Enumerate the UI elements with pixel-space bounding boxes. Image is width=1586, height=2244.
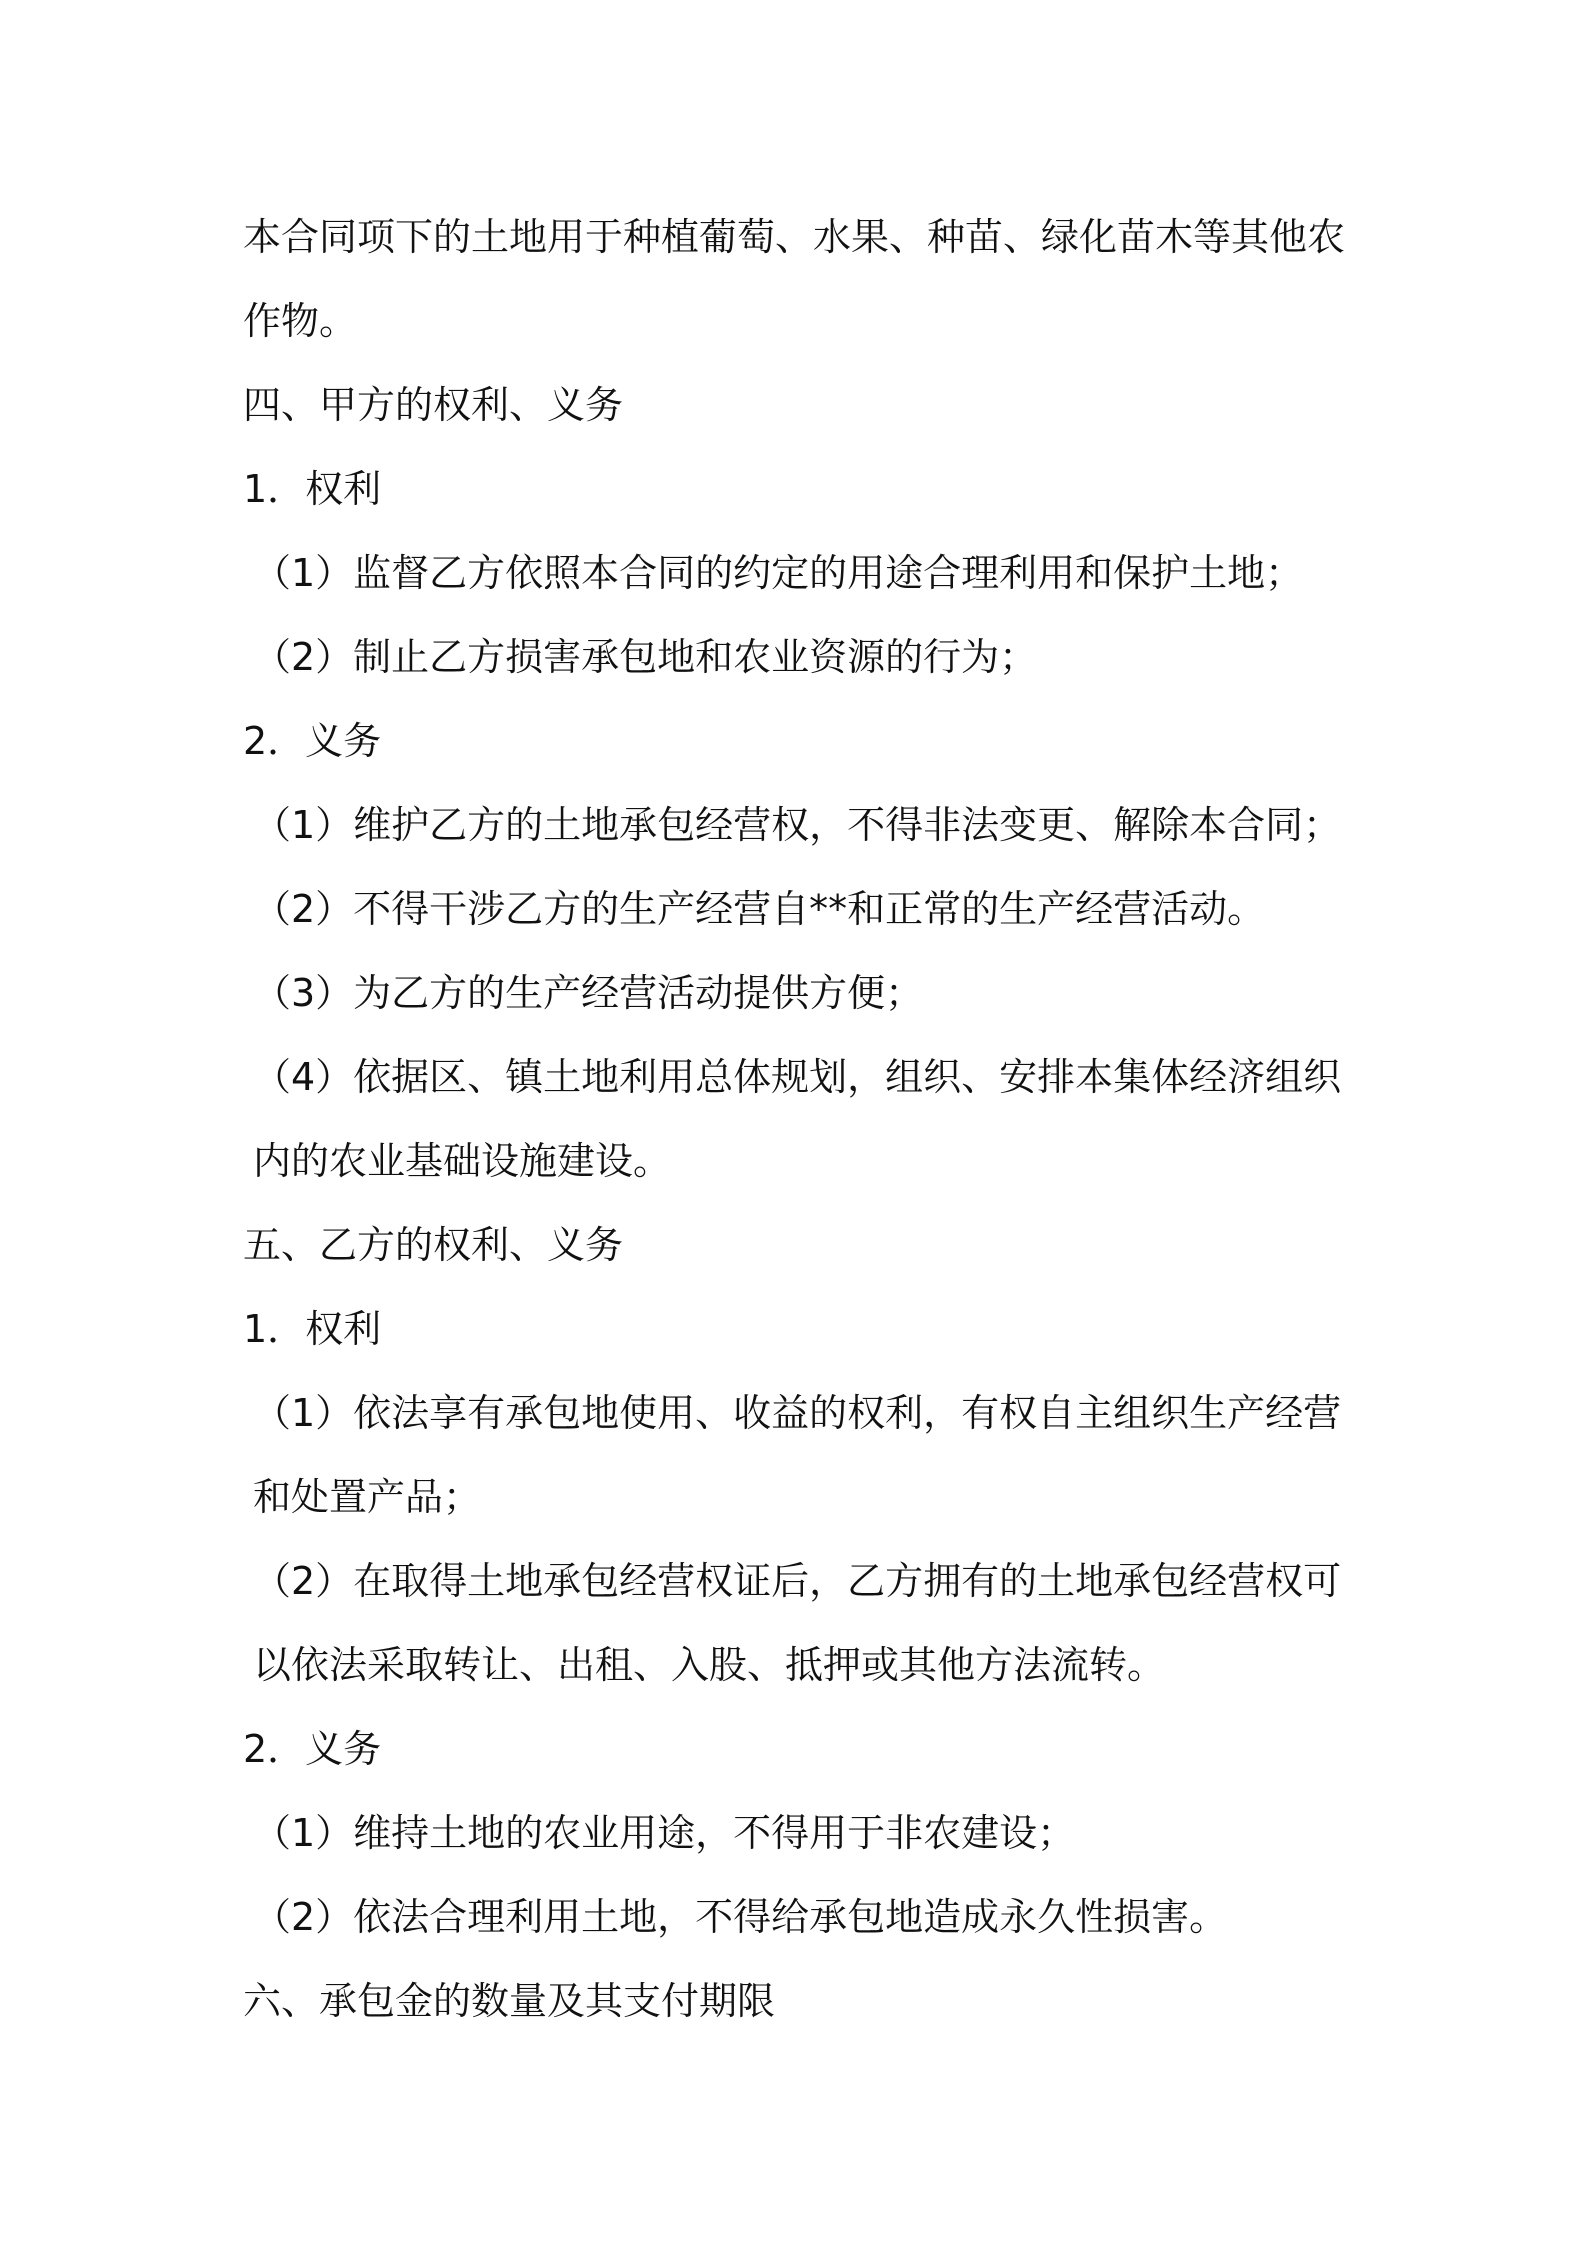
document-body <box>243 195 1363 2043</box>
section-heading-party-b: 五、乙方的权利、义务 <box>243 1223 624 1267</box>
paragraph-land-use: 本合同项下的土地用于种植葡萄、水果、种苗、绿化苗木等其他农作物。 <box>243 215 1346 343</box>
list-item: （2）制止乙方损害承包地和农业资源的行为； <box>253 635 1038 679</box>
subheading-obligations: 2．义务 <box>243 719 382 763</box>
list-item: （2）不得干涉乙方的生产经营自**和正常的生产经营活动。 <box>253 887 1266 931</box>
section-heading-payment: 六、承包金的数量及其支付期限 <box>243 1979 776 2023</box>
list-item: （1）维持土地的农业用途，不得用于非农建设； <box>253 1811 1076 1855</box>
subheading-rights: 1．权利 <box>243 1307 382 1351</box>
list-item: （2）依法合理利用土地，不得给承包地造成永久性损害。 <box>253 1895 1228 1939</box>
subheading-rights: 1．权利 <box>243 467 382 511</box>
list-item: （1）监督乙方依照本合同的约定的用途合理利用和保护土地； <box>253 551 1304 595</box>
subheading-obligations: 2．义务 <box>243 1727 382 1771</box>
list-item: （4）依据区、镇土地利用总体规划，组织、安排本集体经济组织内的农业基础设施建设。 <box>253 1055 1342 1183</box>
list-item: （2）在取得土地承包经营权证后，乙方拥有的土地承包经营权可以依法采取转让、出租、入股、抵押或其他方法流转。 <box>253 1559 1342 1687</box>
list-item: （1）维护乙方的土地承包经营权，不得非法变更、解除本合同； <box>253 803 1342 847</box>
list-item: （1）依法享有承包地使用、收益的权利，有权自主组织生产经营和处置产品； <box>253 1391 1342 1519</box>
list-item: （3）为乙方的生产经营活动提供方便； <box>253 971 924 1015</box>
section-heading-party-a: 四、甲方的权利、义务 <box>243 383 624 427</box>
